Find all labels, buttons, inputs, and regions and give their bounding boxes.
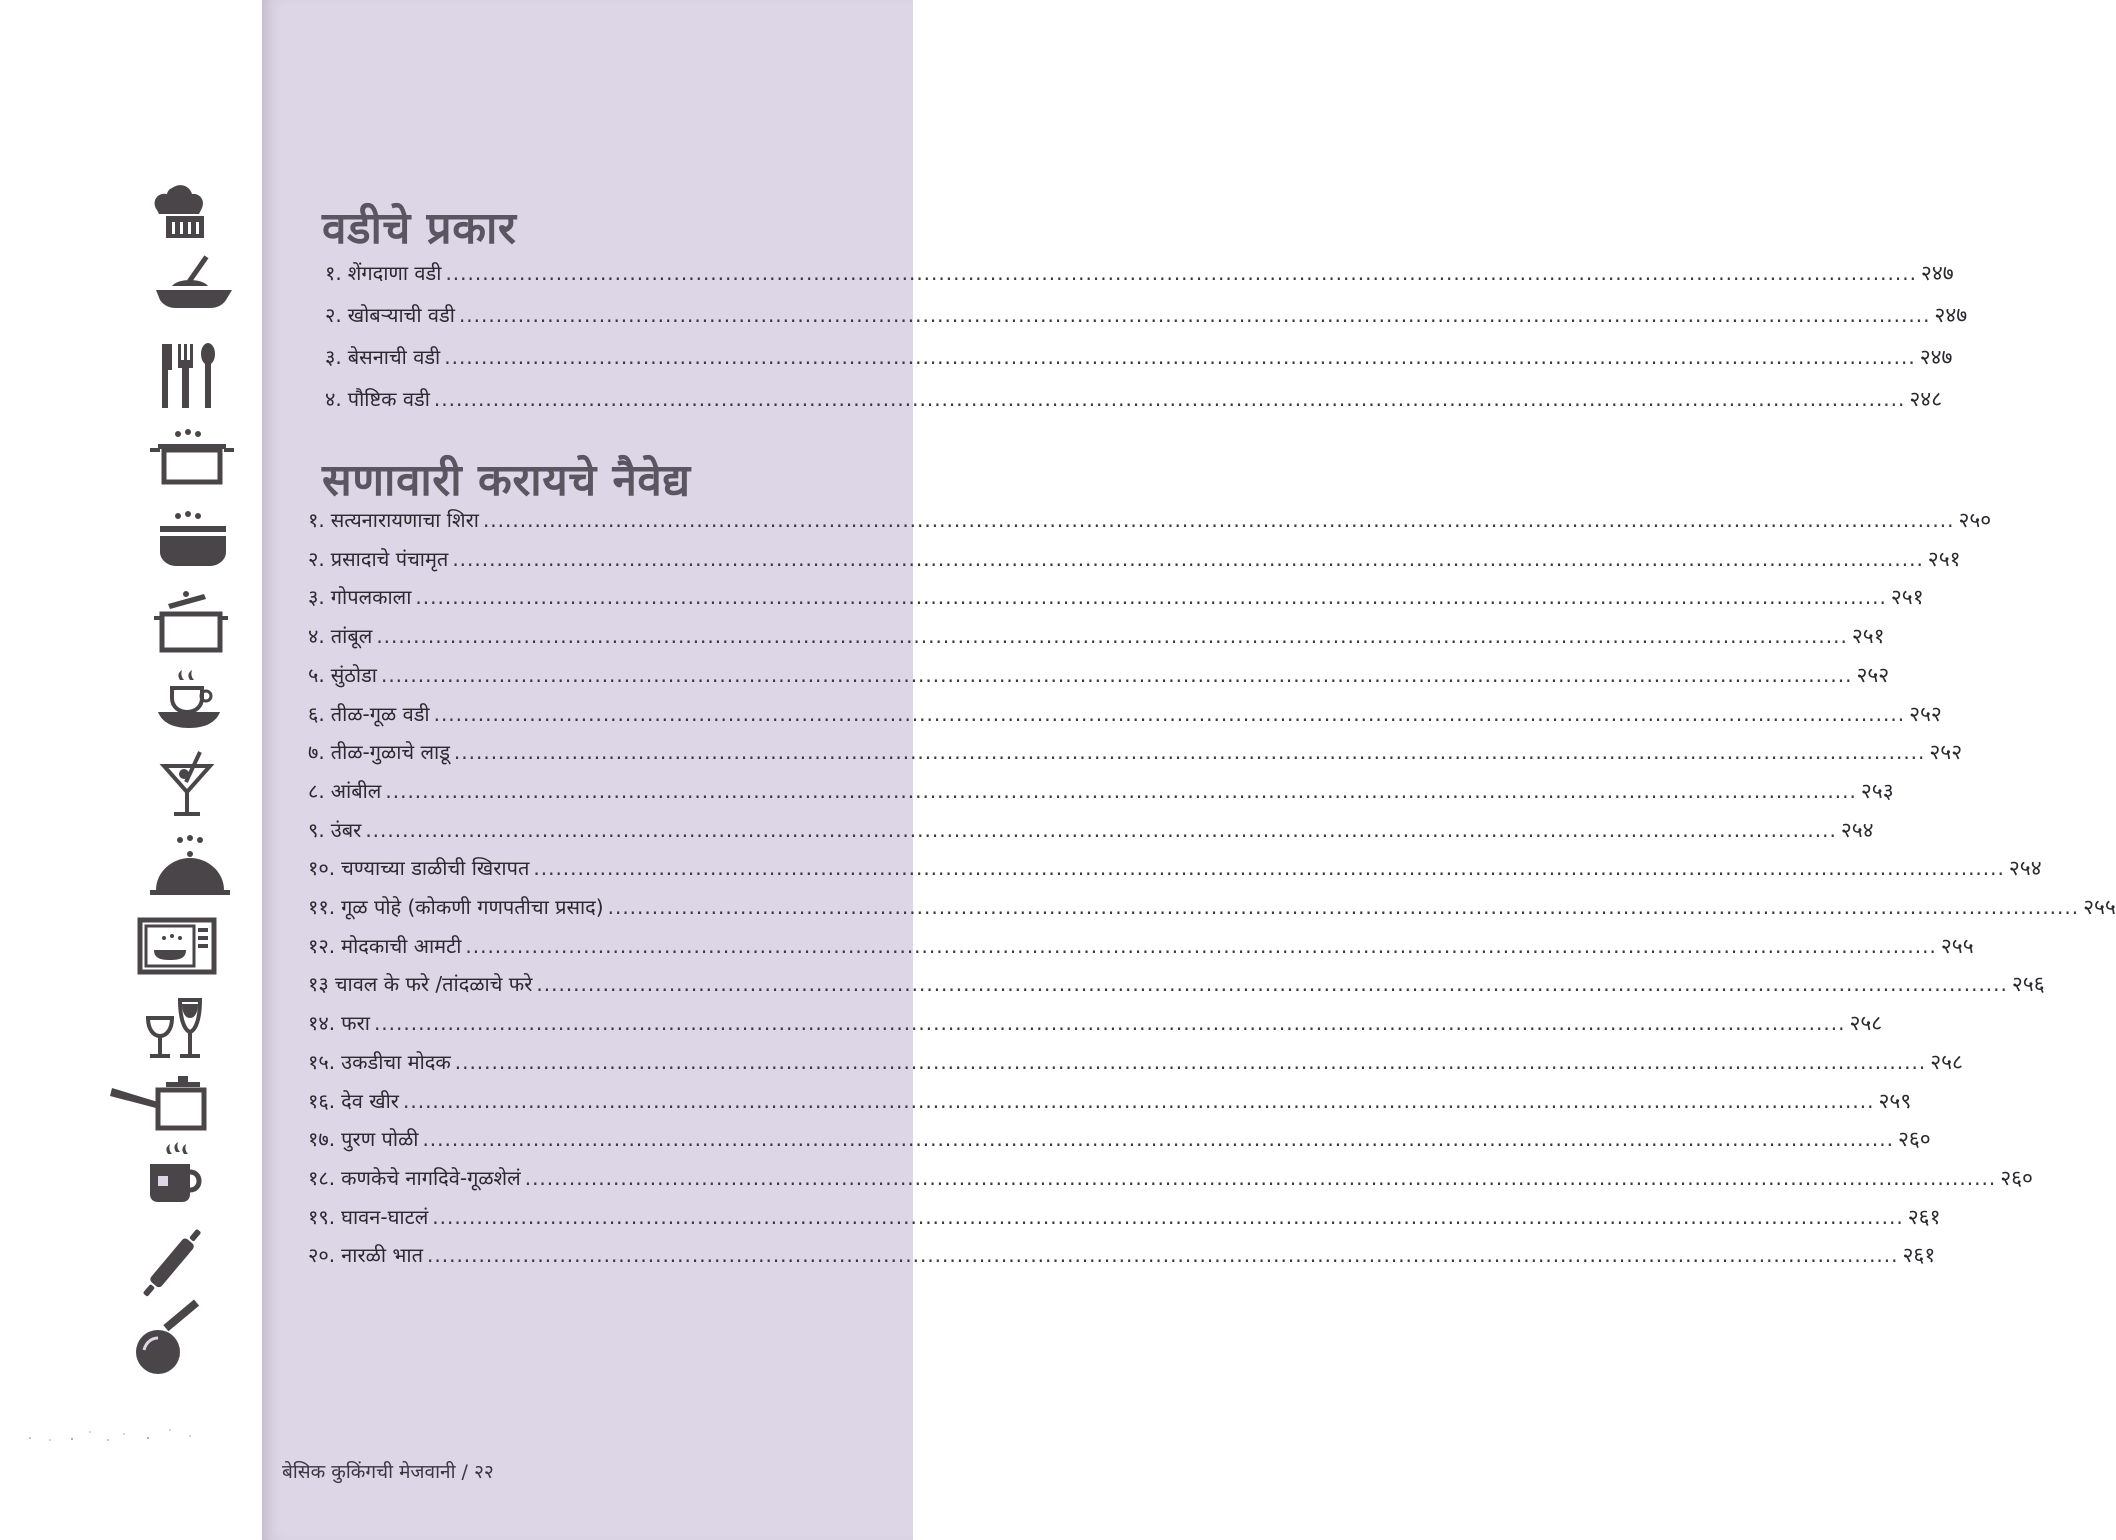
entry-title: गोपलकाला: [330, 585, 412, 610]
entry-number: ५.: [308, 662, 325, 687]
entry-page-number: २५१: [1851, 624, 1885, 649]
entry-title: सुंठोडा: [330, 662, 377, 687]
entry-title: खोबऱ्याची वडी: [347, 303, 455, 327]
entry-title: देव खीर: [341, 1088, 399, 1113]
toc-entry: [308, 815, 1874, 845]
entry-title: उंबर: [330, 817, 362, 842]
dot-leader: ........................................................................................................................................................................................................: [376, 624, 1848, 649]
entry-page-number: २५०: [1958, 508, 1992, 532]
cutlery-icon: [110, 340, 240, 414]
entry-title: उकडीचा मोदक: [341, 1049, 451, 1074]
rolling-pin-icon: [110, 1224, 240, 1298]
page-footer: बेसिक कुकिंगची मेजवानी / २२: [282, 1461, 494, 1483]
entry-page-number: २५४: [1840, 817, 1874, 842]
dot-leader: ........................................................................................................................................................................................................: [403, 1088, 1875, 1113]
entry-page-number: २६०: [1897, 1127, 1931, 1152]
steaming-bowl-icon: [110, 508, 240, 582]
entry-title: तांबूल: [330, 624, 373, 649]
toc-entry: [325, 384, 1943, 414]
entry-title: कणकेचे नागदिवे-गूळशेलं: [341, 1165, 521, 1190]
entry-number: २.: [308, 546, 325, 571]
entry-page-number: २५५: [1940, 933, 1974, 958]
entry-title: नारळी भात: [341, 1243, 424, 1268]
toc-entry: [325, 342, 1953, 372]
entry-number: १७.: [308, 1127, 336, 1152]
dot-leader: ........................................................................................................................................................................................................: [536, 972, 2008, 997]
section-title-naivedya: सणावारी करायचे नैवेद्य: [322, 455, 691, 506]
wine-glasses-icon: [110, 994, 240, 1068]
section-title-vadi: वडीचे प्रकार: [322, 203, 517, 254]
toc-entry: [325, 258, 1954, 288]
entry-title: सत्यनारायणाचा शिरा: [330, 508, 479, 532]
toc-entry: [308, 660, 1890, 690]
cocktail-glass-icon: [110, 750, 240, 824]
entry-title: फरा: [341, 1011, 370, 1036]
entry-number: १.: [325, 261, 342, 285]
toc-entry: [308, 1124, 1931, 1154]
entry-number: १०.: [308, 856, 336, 881]
serving-bowl-icon: [110, 250, 240, 324]
saucepan-icon: [110, 1068, 240, 1142]
pot-with-lid-icon: [110, 590, 240, 664]
entry-title: चण्याच्या डाळीची खिरापत: [341, 856, 530, 881]
dot-leader: ........................................................................................................................................................................................................: [422, 1127, 1894, 1152]
entry-number: १४.: [308, 1011, 336, 1036]
entry-page-number: २५९: [1878, 1088, 1912, 1113]
entry-number: १९.: [308, 1204, 336, 1229]
entry-number: ३.: [325, 345, 342, 369]
entry-title: शेंगदाणा वडी: [347, 261, 442, 285]
toc-entry: [308, 969, 2045, 999]
toc-entry: [325, 300, 1968, 330]
dot-leader: ........................................................................................................................................................................................................: [373, 1011, 1846, 1036]
dot-leader: ........................................................................................................................................................................................................: [365, 817, 1837, 842]
dot-leader: ........................................................................................................................................................................................................: [607, 895, 2080, 919]
dot-leader: ........................................................................................................................................................................................................: [524, 1165, 1997, 1190]
microwave-icon: [110, 912, 240, 986]
entry-title: तीळ-गूळ वडी: [330, 701, 430, 726]
toc-entry: [308, 699, 1942, 729]
dot-leader: ........................................................................................................................................................................................................: [427, 1243, 1899, 1268]
toc-entry: [308, 1086, 1912, 1116]
entry-page-number: २४८: [1909, 387, 1943, 411]
entry-page-number: २५१: [1890, 585, 1924, 610]
entry-page-number: २५२: [1856, 662, 1890, 687]
entry-title: मोदकाची आमटी: [341, 933, 462, 958]
entry-title: आंबील: [330, 778, 382, 803]
entry-number: ६.: [308, 701, 325, 726]
entry-page-number: २५५: [2083, 895, 2116, 919]
dot-leader: ........................................................................................................................................................................................................: [433, 701, 1906, 726]
toc-entry: [308, 776, 1894, 806]
cloche-icon: [110, 832, 240, 906]
scan-specks: [20, 1418, 220, 1446]
entry-page-number: २६१: [1907, 1204, 1941, 1229]
entry-title: चावल के फरे /तांदळाचे फरे: [334, 972, 533, 997]
dot-leader: ........................................................................................................................................................................................................: [444, 345, 1916, 369]
toc-entry: [308, 544, 1961, 574]
cooking-pot-icon: [110, 426, 240, 500]
dot-leader: ........................................................................................................................................................................................................: [432, 1204, 1904, 1229]
dot-leader: ........................................................................................................................................................................................................: [482, 508, 1955, 532]
entry-page-number: २६१: [1902, 1243, 1936, 1268]
hot-mug-icon: [110, 1142, 240, 1216]
dot-leader: ........................................................................................................................................................................................................: [465, 933, 1937, 958]
toc-entry: [308, 621, 1885, 651]
dot-leader: ........................................................................................................................................................................................................: [433, 387, 1906, 411]
toc-entry: [308, 1047, 1963, 1077]
entry-number: १५.: [308, 1049, 336, 1074]
dot-leader: ........................................................................................................................................................................................................: [385, 778, 1857, 803]
dot-leader: ........................................................................................................................................................................................................: [458, 303, 1931, 327]
entry-number: १६.: [308, 1088, 336, 1113]
entry-page-number: २४७: [1919, 345, 1953, 369]
chef-hat-icon: [110, 180, 240, 254]
toc-entry: [308, 1163, 2033, 1193]
toc-entry: [308, 505, 1992, 535]
entry-page-number: २६०: [2000, 1165, 2033, 1190]
dot-leader: ........................................................................................................................................................................................................: [415, 585, 1887, 610]
entry-page-number: २४७: [1934, 303, 1968, 327]
dot-leader: ........................................................................................................................................................................................................: [533, 856, 2005, 881]
entry-number: ९.: [308, 817, 325, 842]
entry-page-number: २५३: [1860, 778, 1894, 803]
entry-title: प्रसादाचे पंचामृत: [330, 546, 449, 571]
toc-entry: [308, 1008, 1883, 1038]
toc-entry: [308, 931, 1974, 961]
entry-title: घावन-घाटलं: [341, 1204, 429, 1229]
entry-page-number: २५२: [1909, 701, 1942, 726]
toc-entry: [308, 853, 2042, 883]
entry-page-number: २५८: [1930, 1049, 1963, 1074]
entry-number: ४.: [308, 624, 325, 649]
toc-entry: [308, 737, 1963, 767]
entry-number: ४.: [325, 387, 342, 411]
entry-number: १८.: [308, 1165, 336, 1190]
dot-leader: ........................................................................................................................................................................................................: [454, 1049, 1927, 1074]
entry-number: ७.: [308, 740, 325, 765]
toc-entry: [308, 582, 1924, 612]
entry-number: ११.: [308, 895, 336, 919]
dot-leader: ........................................................................................................................................................................................................: [452, 546, 1924, 571]
entry-number: १२.: [308, 933, 336, 958]
entry-number: ८.: [308, 778, 325, 803]
toc-entry: [308, 1240, 1936, 1270]
dot-leader: ........................................................................................................................................................................................................: [445, 261, 1917, 285]
entry-title: गूळ पोहे (कोकणी गणपतीचा प्रसाद): [341, 895, 604, 919]
entry-number: १.: [308, 508, 325, 532]
toc-entry: [308, 892, 2116, 922]
entry-title: पौष्टिक वडी: [347, 387, 430, 411]
entry-page-number: २४७: [1920, 261, 1954, 285]
entry-page-number: २५२: [1929, 740, 1963, 765]
entry-page-number: २५४: [2008, 856, 2042, 881]
dot-leader: ........................................................................................................................................................................................................: [380, 662, 1853, 687]
entry-number: २०.: [308, 1243, 336, 1268]
entry-title: पुरण पोळी: [341, 1127, 419, 1152]
entry-title: बेसनाची वडी: [347, 345, 441, 369]
toc-entry: [308, 1202, 1941, 1232]
dot-leader: ........................................................................................................................................................................................................: [453, 740, 1926, 765]
entry-number: ३.: [308, 585, 325, 610]
entry-page-number: २५८: [1849, 1011, 1883, 1036]
coffee-cup-icon: [110, 670, 240, 744]
entry-number: २.: [325, 303, 342, 327]
entry-title: तीळ-गुळाचे लाडू: [330, 740, 450, 765]
frying-pan-icon: [110, 1300, 240, 1374]
entry-number: १३: [308, 972, 329, 997]
entry-page-number: २५६: [2011, 972, 2045, 997]
entry-page-number: २५१: [1927, 546, 1961, 571]
